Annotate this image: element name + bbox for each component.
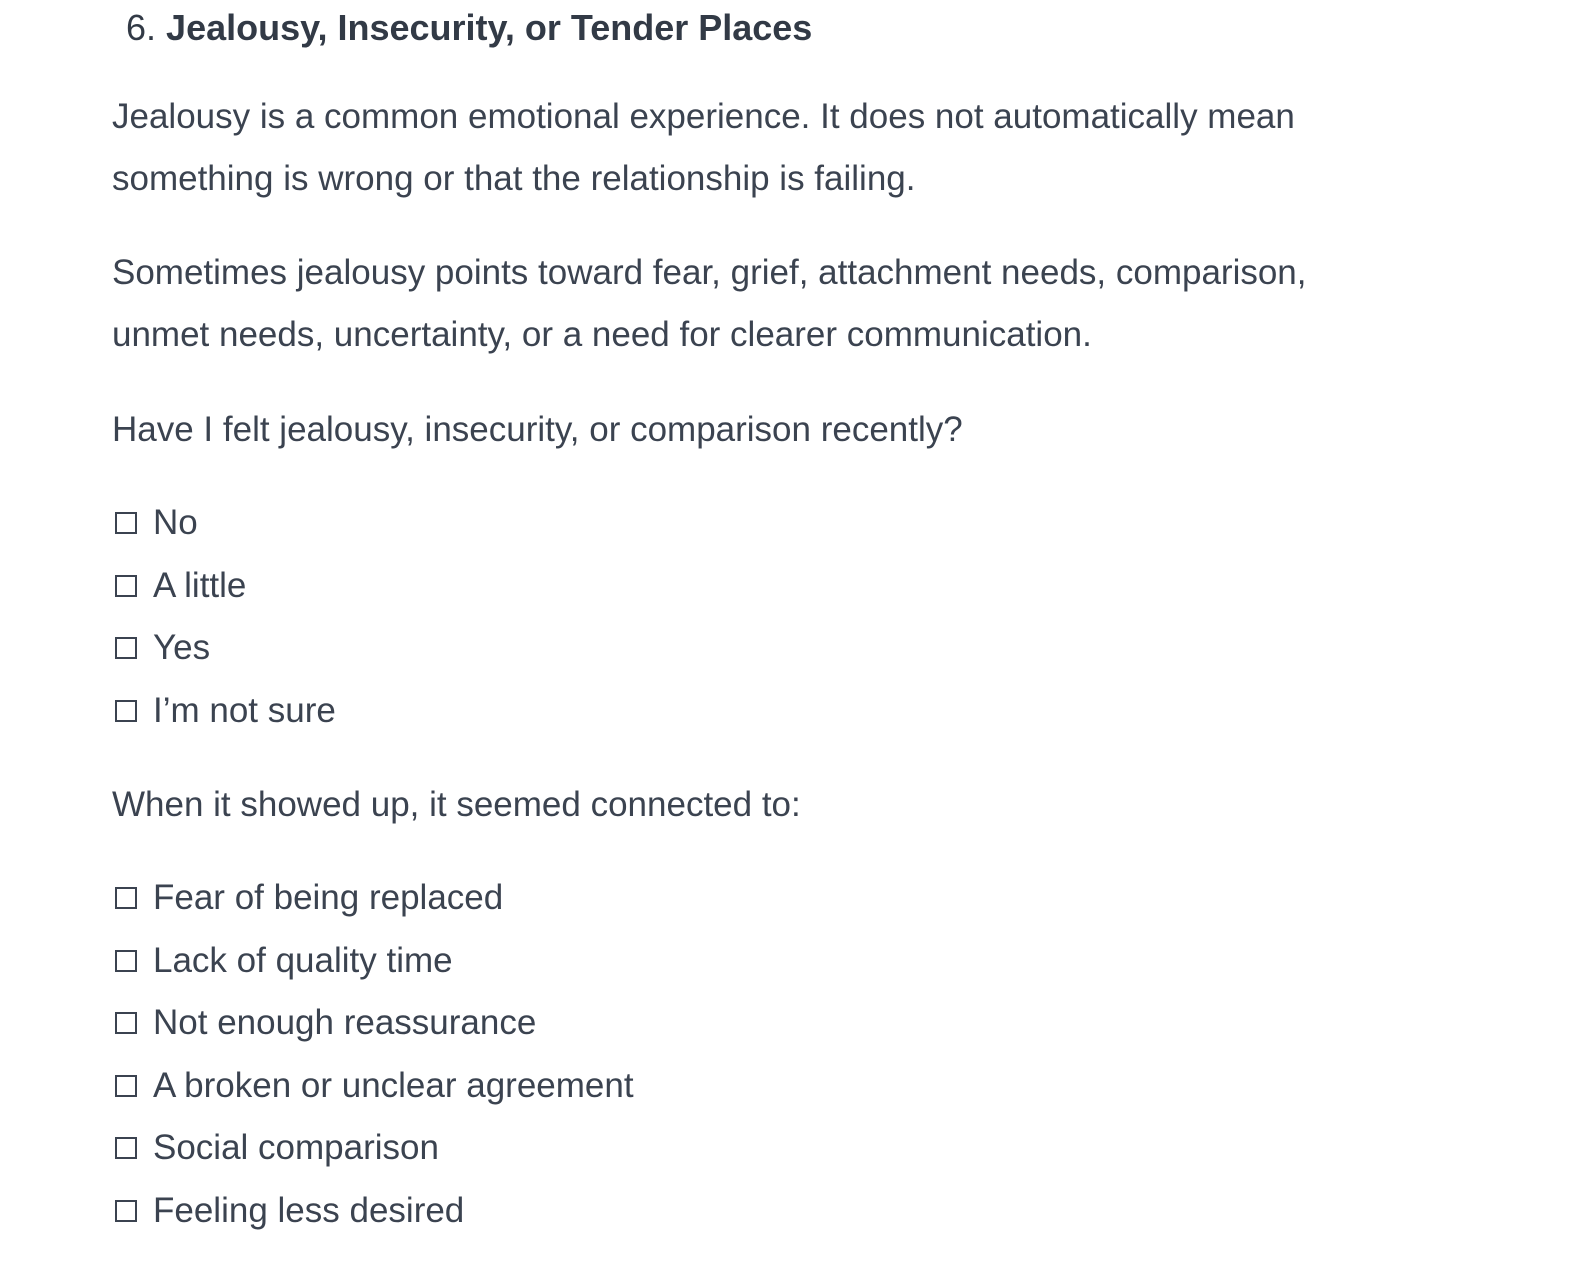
section-title: Jealousy, Insecurity, or Tender Places [166,7,813,48]
option-label: Yes [153,628,211,667]
option-label: A little [153,565,247,605]
checkbox[interactable] [115,1200,137,1222]
option-label: No [153,503,198,542]
question-1-prompt: Have I felt jealousy, insecurity, or comparison recently? [112,410,963,449]
option-not-sure[interactable] [112,680,336,743]
question-2-prompt: When it showed up, it seemed connected to: [112,785,801,824]
option-not-enough-reassurance[interactable] [112,992,634,1055]
option-broken-agreement[interactable] [112,1055,634,1118]
checkbox[interactable] [115,887,137,909]
intro-line-1: Jealousy is a common emotional experience. It does not automatically mean [112,97,1295,136]
checkbox[interactable] [115,575,137,597]
points-line-1: Sometimes jealousy points toward fear, grief, attachment needs, comparison, [112,253,1307,292]
checkbox[interactable] [115,1012,137,1034]
option-lack-of-quality-time[interactable] [112,930,634,993]
checkbox[interactable] [115,700,137,722]
checkbox[interactable] [115,637,137,659]
intro-line-2: something is wrong or that the relationship is failing. [112,159,916,198]
option-label: Fear of being replaced [153,878,504,917]
checkbox[interactable] [115,950,137,972]
points-paragraph [112,242,1307,366]
option-label: Social comparison [153,1128,439,1167]
question-2-options [112,867,634,1242]
option-no[interactable] [112,492,336,555]
option-label: Feeling less desired [153,1190,465,1230]
question-1-options [112,492,336,742]
option-feeling-less-desired[interactable] [112,1180,634,1243]
intro-paragraph [112,86,1295,210]
section-number: 6. [126,7,157,48]
option-a-little[interactable] [112,555,336,618]
section-heading [126,6,812,50]
option-yes[interactable] [112,617,336,680]
option-label: A broken or unclear agreement [153,1065,634,1105]
option-social-comparison[interactable] [112,1117,634,1180]
points-line-2: unmet needs, uncertainty, or a need for clearer communication. [112,315,1092,354]
checkbox[interactable] [115,1137,137,1159]
option-label: I’m not sure [153,690,336,730]
option-fear-of-being-replaced[interactable] [112,867,634,930]
checkbox[interactable] [115,512,137,534]
option-label: Lack of quality time [153,940,453,980]
option-label: Not enough reassurance [153,1003,537,1042]
checkbox[interactable] [115,1075,137,1097]
